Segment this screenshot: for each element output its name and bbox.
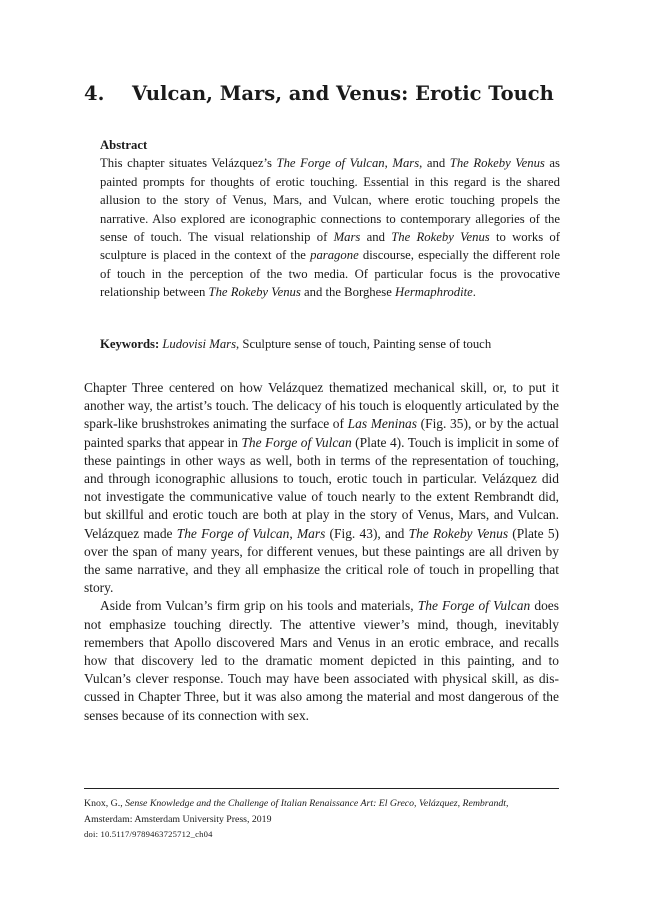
italic-text: Sense Knowledge and the Challenge of Italian Renaissance Art: El Greco, Velázquez, Rembrandt — [125, 798, 507, 809]
publisher-line: Amsterdam: Amsterdam University Press, 2019 — [84, 813, 272, 825]
italic-text: The Rokeby Venus — [408, 525, 509, 541]
footer-divider — [84, 788, 559, 789]
chapter-number: 4. — [84, 82, 105, 105]
italic-text: Hermaphrodite — [395, 285, 473, 300]
italic-text: The Forge of Vulcan — [241, 434, 352, 450]
chapter-heading — [84, 80, 564, 108]
abstract-text: This chapter situates Velázquez’s The Forge of Vulcan, Mars, and The Rokeby Venus as painted prompts for thoughts of erotic touching. Essential in this regard is the shared allusion to the story of Venus, Mars, and Vulcan, where erotic touching propels the narrative. Also explored are iconographic connections to contemporary allegories of the sense of touch. The visual relationship of Mars and The Rokeby Venus to works of sculpture is placed in the context of the paragone discourse, especially the different role of touch in the perception of the two media. Of particular focus is the provocative relationship between The Rokeby Venus and the Borghese Hermaphrodite. — [100, 156, 560, 300]
body-paragraph: Aside from Vulcan’s firm grip on his tools and materials, The Forge of Vulcan does not emphasize touching directly. The attentive viewer’s mind, though, inevitably remembers that Apollo discovered Mars and Venus in an erotic embrace, and recalls how that discovery led to the dramatic moment depicted in this painting, and to Vulcan’s clever response. Touch may have been associated with physical skill, as discussed in Chapter Three, but it was also among the material and most dangerous of the senses because of its connection with sex. — [84, 598, 560, 723]
italic-text: Mars — [333, 230, 361, 245]
italic-text: Mars — [296, 525, 326, 541]
italic-text: paragone — [310, 248, 359, 263]
italic-text: The Rokeby Venus — [449, 156, 545, 171]
italic-text: The Forge of Vulcan — [176, 525, 290, 541]
body-paragraph: Chapter Three centered on how Velázquez thematized mechanical skill, or, to put it another way, the artist’s touch. The delicacy of his touch is eloquently articulated by the spark-like brushstrokes animating the surface of Las Meninas (Fig. 35), or by the actual painted sparks that appear in The Forge of Vulcan (Plate 4). Touch is implicit in some of these paintings in other ways as well, both in terms of the representation of touching, and through iconographic allusions to touch, erotic touch in particular. Velázquez did not investigate the communicative value of touch nearly to the extent Rembrandt did, but skillful and erotic touch are both at play in the story of Venus, Mars, and Vulcan. Velázquez made The Forge of Vulcan, Mars (Fig. 43), and The Rokeby Venus (Plate 5) over the span of many years, for different venues, but these paintings are all driven by the same narrative, and they all emphasize the critical role of touch in propelling that story. — [84, 380, 560, 596]
italic-text: Las Meninas — [347, 416, 417, 432]
italic-text: The Forge of Vulcan — [417, 598, 531, 614]
citation-footer — [84, 796, 559, 843]
keywords-list: Ludovisi Mars, Sculpture sense of touch, Painting sense of touch — [162, 337, 492, 351]
abstract-label: Abstract — [100, 138, 148, 152]
keywords-label: Keywords: — [100, 337, 160, 351]
italic-text: The Forge of Vulcan — [276, 156, 385, 171]
chapter-title: Vulcan, Mars, and Venus: Erotic Touch — [132, 82, 554, 105]
citation-line: Knox, G., Sense Knowledge and the Challenge of Italian Renaissance Art: El Greco, Velázquez, Rembrandt, — [84, 798, 509, 809]
keywords-section — [100, 335, 560, 353]
abstract-section — [100, 136, 560, 302]
italic-text: The Rokeby Venus — [208, 285, 301, 300]
italic-text: Ludovisi Mars — [162, 337, 237, 351]
doi-line: doi: 10.5117/9789463725712_ch04 — [84, 829, 213, 839]
italic-text: The Rokeby Venus — [391, 230, 490, 245]
italic-text: Mars — [392, 156, 420, 171]
body-text — [84, 379, 559, 725]
